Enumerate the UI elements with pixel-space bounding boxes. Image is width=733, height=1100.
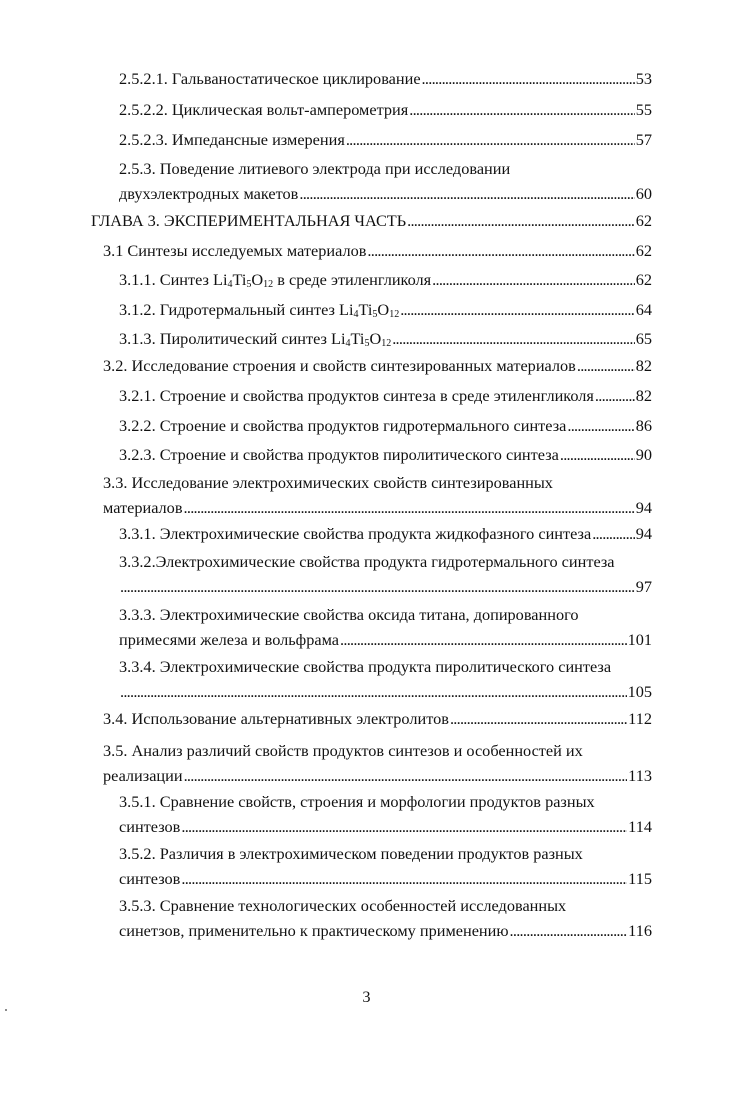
toc-entry: [103, 707, 652, 732]
dot-leader: [567, 414, 634, 439]
toc-page: 62: [635, 270, 652, 289]
toc-page: 113: [628, 765, 652, 785]
toc-title: синтезов: [119, 816, 181, 836]
dot-leader: [120, 680, 627, 705]
dot-leader: [592, 522, 635, 547]
toc-page: 55: [635, 100, 652, 119]
toc-page: 86: [635, 416, 652, 435]
dot-leader: [432, 268, 635, 293]
toc-entry: [119, 655, 652, 704]
toc-page: 60: [635, 183, 652, 203]
toc-title-line1: 3.5.3. Сравнение технологических особенностей исследованных: [119, 896, 567, 915]
scan-speck: [5, 1009, 7, 1011]
toc-title: 3.1.3. Пиролитический синтез $Li_4Ti_5O_{12}$: [119, 329, 392, 349]
dot-leader: [367, 239, 634, 264]
toc-title-line1: 3.3.3. Электрохимические свойства оксида титана, допированного: [119, 605, 579, 624]
toc-title: 3.3.1. Электрохимические свойства продукта жидкофазного синтеза: [119, 524, 592, 543]
toc-title: 3.1.1. Синтез $Li_4Ti_5O_{12}$ в среде этиленгликоля: [119, 270, 432, 290]
toc-title: ГЛАВА 3. ЭКСПЕРИМЕНТАЛЬНАЯ ЧАСТЬ: [91, 211, 407, 230]
dot-leader: [407, 209, 635, 234]
dot-leader: [450, 707, 627, 732]
toc-page: 57: [635, 130, 652, 149]
dot-leader: [392, 327, 635, 352]
toc-title: 3.4. Использование альтернативных электролитов: [103, 709, 449, 728]
toc-entry: [119, 67, 652, 92]
toc-title: материалов: [103, 497, 183, 517]
dot-leader: [595, 384, 635, 409]
dot-leader: [184, 764, 628, 789]
toc-title: примесями железа и вольфрама: [119, 629, 340, 649]
toc-entry: [119, 327, 652, 352]
page-number: 3: [362, 987, 371, 1006]
toc-title: 2.5.2.2. Циклическая вольт-амперометрия: [119, 100, 409, 119]
toc-title: 3.1 Синтезы исследуемых материалов: [103, 241, 367, 260]
toc-title: двухэлектродных макетов: [119, 183, 299, 203]
dot-leader: [560, 443, 635, 468]
dot-leader: [181, 815, 627, 840]
toc-entry: [119, 603, 652, 652]
toc-title-line1: 3.5.2. Различия в электрохимическом поведении продуктов разных: [119, 844, 583, 863]
dot-leader: [120, 575, 635, 600]
toc-page: 94: [635, 524, 652, 543]
toc-entry: [119, 414, 652, 439]
toc-entry: [103, 471, 652, 520]
toc-page: 62: [635, 211, 652, 230]
dot-leader: [510, 919, 628, 944]
toc-page: 82: [635, 356, 652, 375]
dot-leader: [340, 628, 627, 653]
dot-leader: [409, 98, 634, 123]
toc-title: 3.2.3. Строение и свойства продуктов пиролитического синтеза: [119, 445, 559, 464]
toc-page: 53: [635, 69, 652, 88]
toc-entry: [119, 550, 652, 599]
toc-page: 65: [635, 329, 652, 348]
toc-page: 112: [628, 709, 652, 728]
toc-entry: [119, 842, 652, 891]
toc-title-line1: 3.5.1. Сравнение свойств, строения и морфологии продуктов разных: [119, 792, 595, 811]
dot-leader: [181, 867, 627, 892]
dot-leader: [299, 182, 634, 207]
toc-page: 94: [635, 497, 652, 517]
toc-title-line1: 2.5.3. Поведение литиевого электрода при исследовании: [119, 159, 511, 178]
toc-entry: [119, 157, 652, 206]
toc-page: 82: [635, 386, 652, 405]
toc-entry-chapter: [91, 209, 652, 234]
toc-page: 90: [635, 445, 652, 464]
toc-page: 114: [628, 816, 652, 836]
toc-title: синтезов: [119, 868, 181, 888]
toc-page: 97: [635, 576, 652, 596]
toc-entry: [119, 894, 652, 943]
toc-title: синетзов, применительно к практическому применению: [119, 920, 509, 940]
toc-page: 62: [635, 241, 652, 260]
toc-title: 2.5.2.3. Импедансные измерения: [119, 130, 345, 149]
toc-entry: [103, 739, 652, 788]
toc-title: реализации: [103, 765, 183, 785]
toc-title: 3.1.2. Гидротермальный синтез $Li_4Ti_5O_{12}$: [119, 300, 400, 320]
toc-entry: [119, 298, 652, 323]
toc-entry: [119, 98, 652, 123]
toc-title-line1: 3.5. Анализ различий свойств продуктов синтезов и особенностей их: [103, 741, 583, 760]
dot-leader: [400, 298, 635, 323]
toc-page: 115: [628, 868, 652, 888]
toc-title: 2.5.2.1. Гальваностатическое циклирование: [119, 69, 421, 88]
toc-title: 3.2.2. Строение и свойства продуктов гидротермального синтеза: [119, 416, 567, 435]
dot-leader: [577, 354, 635, 379]
toc-entry: [119, 443, 652, 468]
toc-entry: [119, 128, 652, 153]
toc-page: 116: [628, 920, 652, 940]
dot-leader: [346, 128, 635, 153]
toc-title-line1: 3.3.2.Электрохимические свойства продукта гидротермального синтеза: [119, 552, 615, 571]
dot-leader: [422, 67, 635, 92]
toc-entry: [119, 522, 652, 547]
toc-entry: [103, 354, 652, 379]
toc-page: 105: [627, 681, 652, 701]
toc-page: 64: [635, 300, 652, 319]
dot-leader: [184, 496, 635, 521]
toc-title: 3.2.1. Строение и свойства продуктов синтеза в среде этиленгликоля: [119, 386, 594, 405]
toc-entry: [119, 268, 652, 293]
toc-page: 101: [627, 629, 652, 649]
toc-entry: [119, 790, 652, 839]
toc-entry: [119, 384, 652, 409]
toc-title-line1: 3.3.4. Электрохимические свойства продукта пиролитического синтеза: [119, 657, 612, 676]
toc-entry: [103, 239, 652, 264]
toc-title: 3.2. Исследование строения и свойств синтезированных материалов: [103, 356, 576, 375]
toc-title-line1: 3.3. Исследование электрохимических свойств синтезированных: [103, 473, 553, 492]
